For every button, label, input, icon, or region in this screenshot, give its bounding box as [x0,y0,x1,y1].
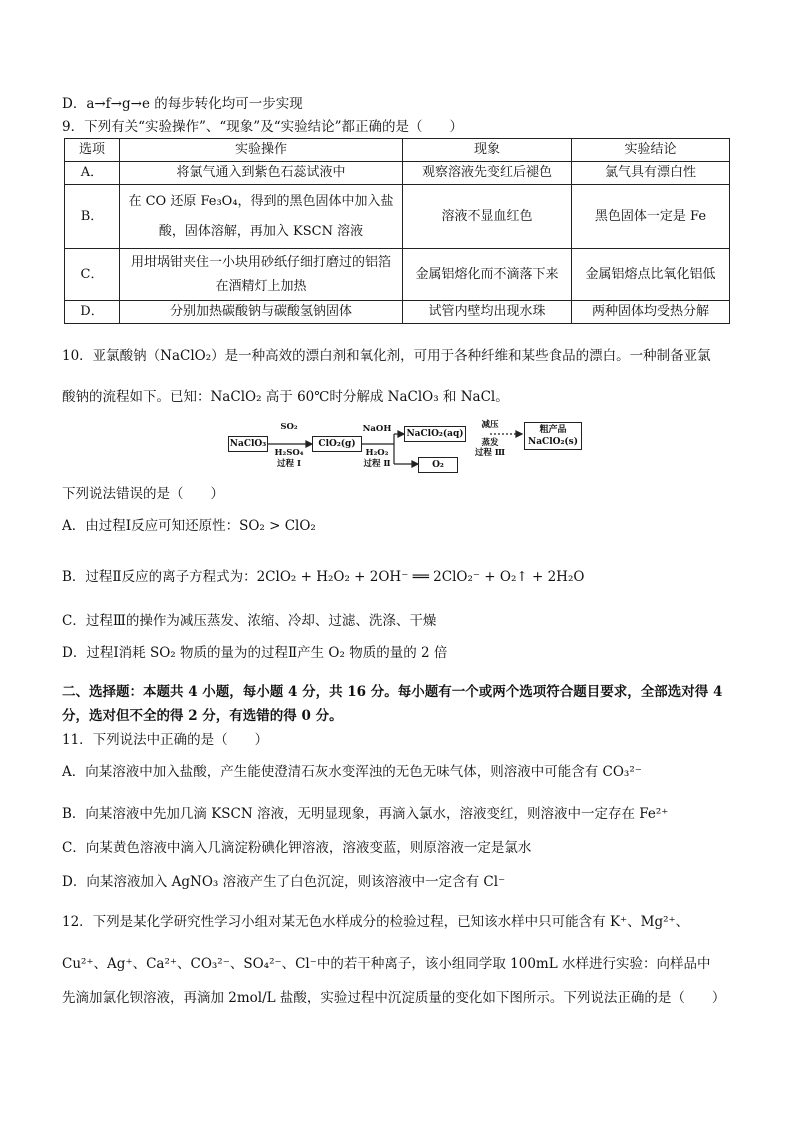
cell-option: D． [65,301,120,324]
cell-phenomenon: 观察溶液先变红后褪色 [403,162,572,185]
q9-table [64,138,730,324]
cell-conclusion: 两种固体均受热分解 [572,301,730,324]
cell-conclusion: 金属铝熔点比氧化铝低 [572,249,730,301]
header-option: 选项 [65,139,120,162]
cell-operation: 在 CO 还原 Fe₃O₄，得到的黑色固体中加入盐酸，固体溶解，再加入 KSCN 溶液 [120,185,403,249]
cell-operation: 将氯气通入到紫色石蕊试液中 [120,162,403,185]
header-phenomenon: 现象 [403,139,572,162]
step3-label: 过程 Ⅲ [474,448,506,458]
q11-option-d: D．向某溶液加入 AgNO₃ 溶液产生了白色沉淀，则该溶液中一定含有 Cl⁻ [62,874,506,890]
q10-option-d: D．过程Ⅰ消耗 SO₂ 物质的量为的过程Ⅱ产生 O₂ 物质的量的 2 倍 [62,645,448,661]
q9-stem: 9．下列有关“实验操作”、“现象”及“实验结论”都正确的是（ ） [62,119,463,135]
q12-stem-line2: Cu²⁺、Ag⁺、Ca²⁺、CO₃²⁻、SO₄²⁻、Cl⁻中的若干种离子，该小组同学取 100mL 水样进行实验：向样品中 [62,956,711,972]
q10-option-b: B．过程Ⅱ反应的离子方程式为：2ClO₂ + H₂O₂ + 2OH⁻ ══ 2ClO₂⁻ + O₂↑ + 2H₂O [62,569,585,585]
box-naclo3: NaClO₃ [228,436,268,452]
step1-reagent2: H₂SO₄ [274,448,304,458]
cell-option: A． [65,162,120,185]
box-o2: O₂ [418,457,458,473]
cell-phenomenon: 金属铝熔化而不滴落下来 [403,249,572,301]
table-header-row [65,139,730,162]
crude-product-formula: NaClO₂(s) [527,437,578,447]
table-row [65,301,730,324]
q10-option-c: C．过程Ⅲ的操作为减压蒸发、浓缩、冷却、过滤、洗涤、干燥 [62,613,437,629]
q11-stem: 11．下列说法中正确的是（ ） [62,732,269,748]
header-operation: 实验操作 [120,139,403,162]
step1-reagent: SO₂ [280,422,298,432]
q10-stem-line1: 10．亚氯酸钠（NaClO₂）是一种高效的漂白剂和氧化剂，可用于各种纤维和某些食品的漂白。一种制备亚氯 [62,348,711,364]
crude-product-label: 粗产品 [539,425,567,435]
cell-conclusion: 氯气具有漂白性 [572,162,730,185]
q11-option-a: A．向某溶液中加入盐酸，产生能使澄清石灰水变浑浊的无色无味气体，则溶液中可能含有 CO₃²⁻ [62,764,642,780]
box-clo2: ClO₂(g) [312,436,362,452]
step1-label: 过程 Ⅰ [277,459,301,469]
step2-reagent2: H₂O₂ [365,448,389,458]
cell-phenomenon: 溶液不显血红色 [403,185,572,249]
step2-reagent: NaOH [362,424,392,434]
table-row [65,162,730,185]
q12-stem-line1: 12．下列是某化学研究性学习小组对某无色水样成分的检验过程，已知该水样中只可能含有 K⁺、Mg²⁺、 [62,914,690,930]
cell-phenomenon: 试管内壁均出现水珠 [403,301,572,324]
box-crude-product [524,422,582,450]
table-row [65,185,730,249]
cell-operation: 用坩埚钳夹住一小块用砂纸仔细打磨过的铝箔在酒精灯上加热 [120,249,403,301]
cell-operation: 分别加热碳酸钠与碳酸氢钠固体 [120,301,403,324]
process-flow-diagram [226,420,606,478]
table-row [65,249,730,301]
step3-op2: 蒸发 [481,438,499,448]
cell-option: B． [65,185,120,249]
q10-option-a: A．由过程Ⅰ反应可知还原性：SO₂ > ClO₂ [62,518,316,534]
q8-option-d: D．a→f→g→e 的每步转化均可一步实现 [62,96,303,112]
q10-question: 下列说法错误的是（ ） [62,486,224,502]
cell-option: C． [65,249,120,301]
q12-stem-line3: 先滴加氯化钡溶液，再滴加 2mol/L 盐酸，实验过程中沉淀质量的变化如下图所示。下列说法正确的是（ ） [62,990,726,1006]
section2-heading-line1: 二、选择题：本题共 4 小题，每小题 4 分，共 16 分。每小题有一个或两个选项符合题目要求，全部选对得 4 [62,684,723,700]
step2-label: 过程 Ⅱ [363,459,391,469]
q10-stem-line2: 酸钠的流程如下。已知：NaClO₂ 高于 60℃时分解成 NaClO₃ 和 NaCl。 [62,389,509,405]
box-naclo2-aq: NaClO₂(aq) [404,426,466,442]
cell-conclusion: 黑色固体一定是 Fe [572,185,730,249]
section2-heading-line2: 分，选对但不全的得 2 分，有选错的得 0 分。 [62,708,343,724]
q11-option-b: B．向某溶液中先加几滴 KSCN 溶液，无明显现象，再滴入氯水，溶液变红，则溶液中一定存在 Fe²⁺ [62,806,669,822]
q11-option-c: C．向某黄色溶液中滴入几滴淀粉碘化钾溶液，溶液变蓝，则原溶液一定是氯水 [62,840,532,856]
step3-op1: 减压 [481,420,499,430]
header-conclusion: 实验结论 [572,139,730,162]
